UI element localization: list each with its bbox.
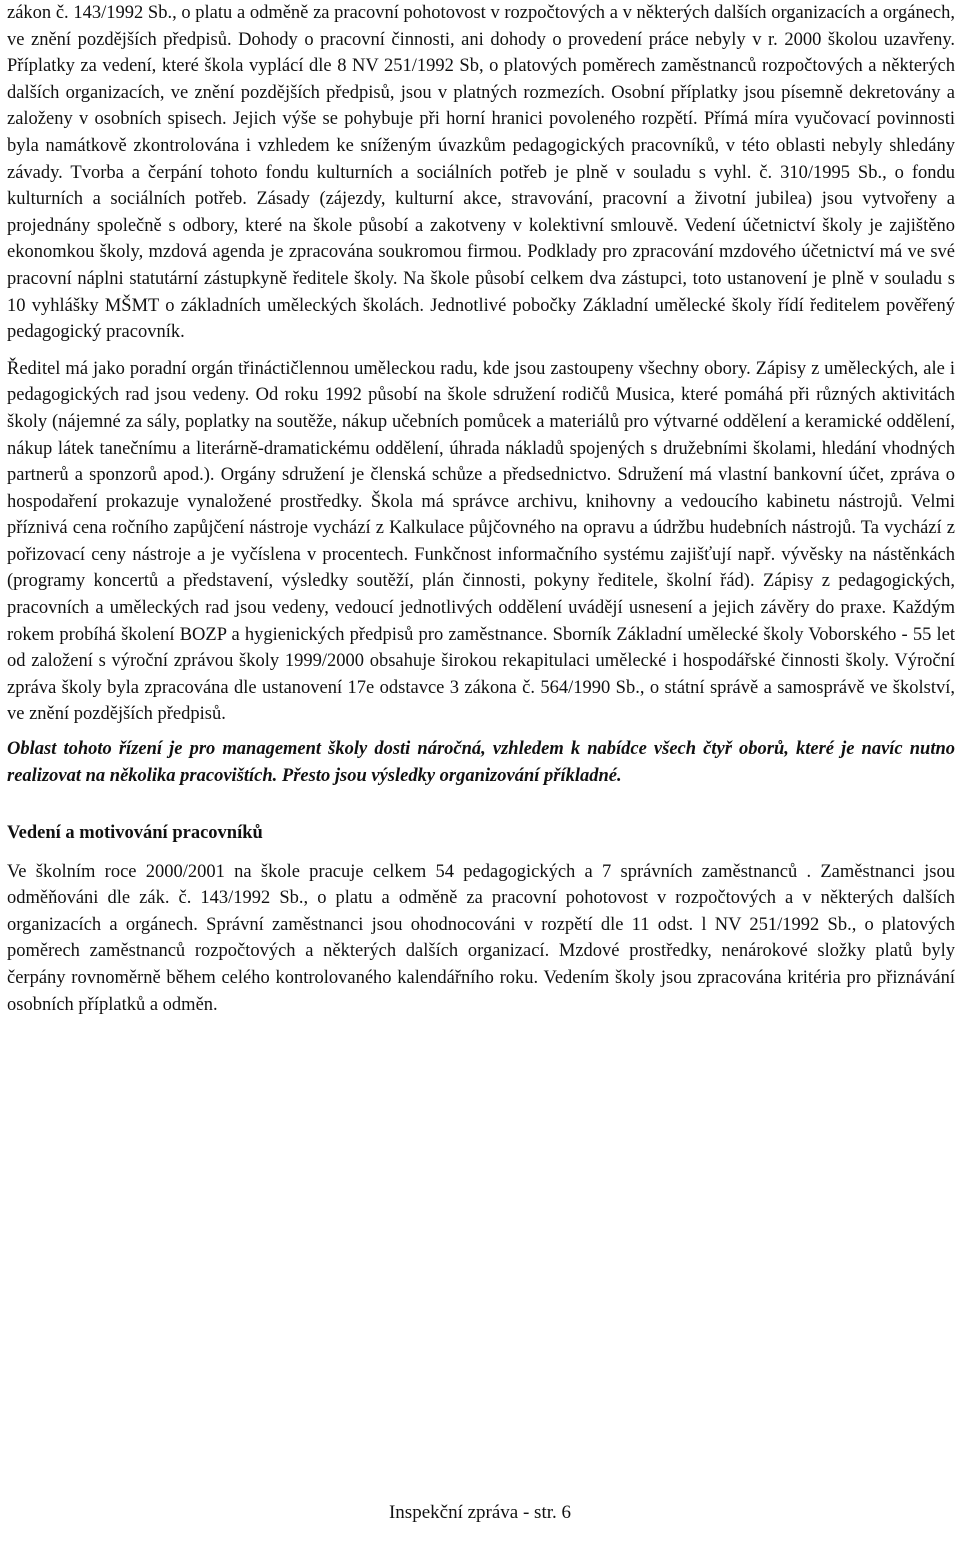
paragraph-director: Ředitel má jako poradní orgán třináctičlennou uměleckou radu, kde jsou zastoupeny všechny obory. Zápisy z uměleckých, ale i pedagogických rad jsou vedeny. Od roku 1992 působí na škole sdružení rodičů Musica, které pomáhá při různých aktivitách školy (nájemné za sály, poplatky na soutěže, nákup učebních pomůcek a materiálů pro výtvarné oddělení a keramické oddělení, nákup látek tanečnímu a literárně-dramatickému oddělení, úhrada nákladů spojených s družebními školami, hledání vhodných partnerů a sponzorů apod.). Orgány sdružení je členská schůze a předsednictvo. Sdružení má vlastní bankovní účet, zpráva o hospodaření prokazuje vynaložené prostředky. Škola má správce archivu, knihovny a vedoucího kabinetu nástrojů. Velmi příznivá cena ročního zapůjčení nástroje vychází z Kalkulace půjčovného na opravu a údržbu hudebních nástrojů. Ta vychází z pořizovací ceny nástroje a je vyčíslena v procentech. Funkčnost informačního systému zajišťují např. vývěsky na nástěnkách (programy koncertů a představení, výsledky soutěží, plán činnosti, pokyny ředitele, školní řád). Zápisy z pedagogických, pracovních a uměleckých rad jsou vedeny, vedoucí jednotlivých oddělení uvádějí usnesení a jejich závěry do praxe. Každým rokem probíhá školení BOZP a hygienických předpisů pro zaměstnance. Sborník Základní umělecké školy Voborského - 55 let od založení s výroční zprávou školy 1999/2000 obsahuje širokou rekapitulaci umělecké i hospodářské činnosti školy. Výroční zpráva školy byla zpracována dle ustanovení 17e odstavce 3 zákona č. 564/1990 Sb., o státní správě a samosprávě ve školství, ve znění pozdějších předpisů. bbox=[7, 358, 955, 725]
paragraph-motivation: Ve školním roce 2000/2001 na škole pracuje celkem 54 pedagogických a 7 správních zaměstnanců . Zaměstnanci jsou odměňováni dle zák. č. 143/1992 Sb., o platu a odměně za pracovní pohotovost v rozpočtových a v některých dalších organizacích a orgánech. Správní zaměstnanci jsou ohodnocováni v rozpětí dle 11 odst. l NV 251/1992 Sb., o platových poměrech zaměstnanců rozpočtových a některých dalších organizací. Mzdové prostředky, nenárokové složky platů byly čerpány rovnoměrně během celého kontrolovaného kalendářního roku. Vedením školy jsou zpracována kritéria pro přiznávání osobních příplatků a odměn. bbox=[7, 861, 955, 1015]
paragraph-continued: zákon č. 143/1992 Sb., o platu a odměně za pracovní pohotovost v rozpočtových a v některých dalších organizacích a orgánech, ve znění pozdějších předpisů. Dohody o pracovní činnosti, ani dohody o provedení práce nebyly v r. 2000 školou uzavřeny. Příplatky za vedení, které škola vyplácí dle 8 NV 251/1992 Sb, o platových poměrech zaměstnanců rozpočtových a některých dalších organizacích, ve znění pozdějších předpisů, jsou v platných rozmezích. Osobní příplatky jsou písemně dekretovány a založeny v osobních spisech. Jejich výše se pohybuje při horní hranici povoleného rozpětí. Přímá míra vyučovací povinnosti byla namátkově zkontrolována i vzhledem ke sníženým úvazkům pedagogických pracovníků, v této oblasti nebyly shledány závady. Tvorba a čerpání tohoto fondu kulturních a sociálních potřeb je plně v souladu s vyhl. č. 310/1995 Sb., o fondu kulturních a sociálních potřeb. Zásady (zájezdy, kulturní akce, stravování, pracovní a životní jubilea) jsou vytvořeny a projednány společně s odbory, které na škole působí a zakotveny v kolektivní smlouvě. Vedení účetnictví školy je zajištěno ekonomkou školy, mzdová agenda je zpracována soukromou firmou. Podklady pro zpracování mzdového účetnictví má ve své pracovní náplni statutární zástupkyně ředitele školy. Na škole působí celkem dva zástupci, toto ustanovení je plně v souladu s 10 vyhlášky MŠMT o základních uměleckých školách. Jednotlivé pobočky Základní umělecké školy řídí ředitelem pověřený pedagogický pracovník. bbox=[7, 3, 955, 343]
document-page bbox=[7, 0, 955, 1018]
page-footer: Inspekční zpráva - str. 6 bbox=[388, 1502, 572, 1523]
section-heading: Vedení a motivování pracovníků bbox=[7, 823, 263, 844]
paragraph-conclusion: Oblast tohoto řízení je pro management školy dosti náročná, vzhledem k nabídce všech čtyř oborů, které je navíc nutno realizovat na několika pracovištích. Přesto jsou výsledky organizování příkladné. bbox=[7, 739, 955, 787]
